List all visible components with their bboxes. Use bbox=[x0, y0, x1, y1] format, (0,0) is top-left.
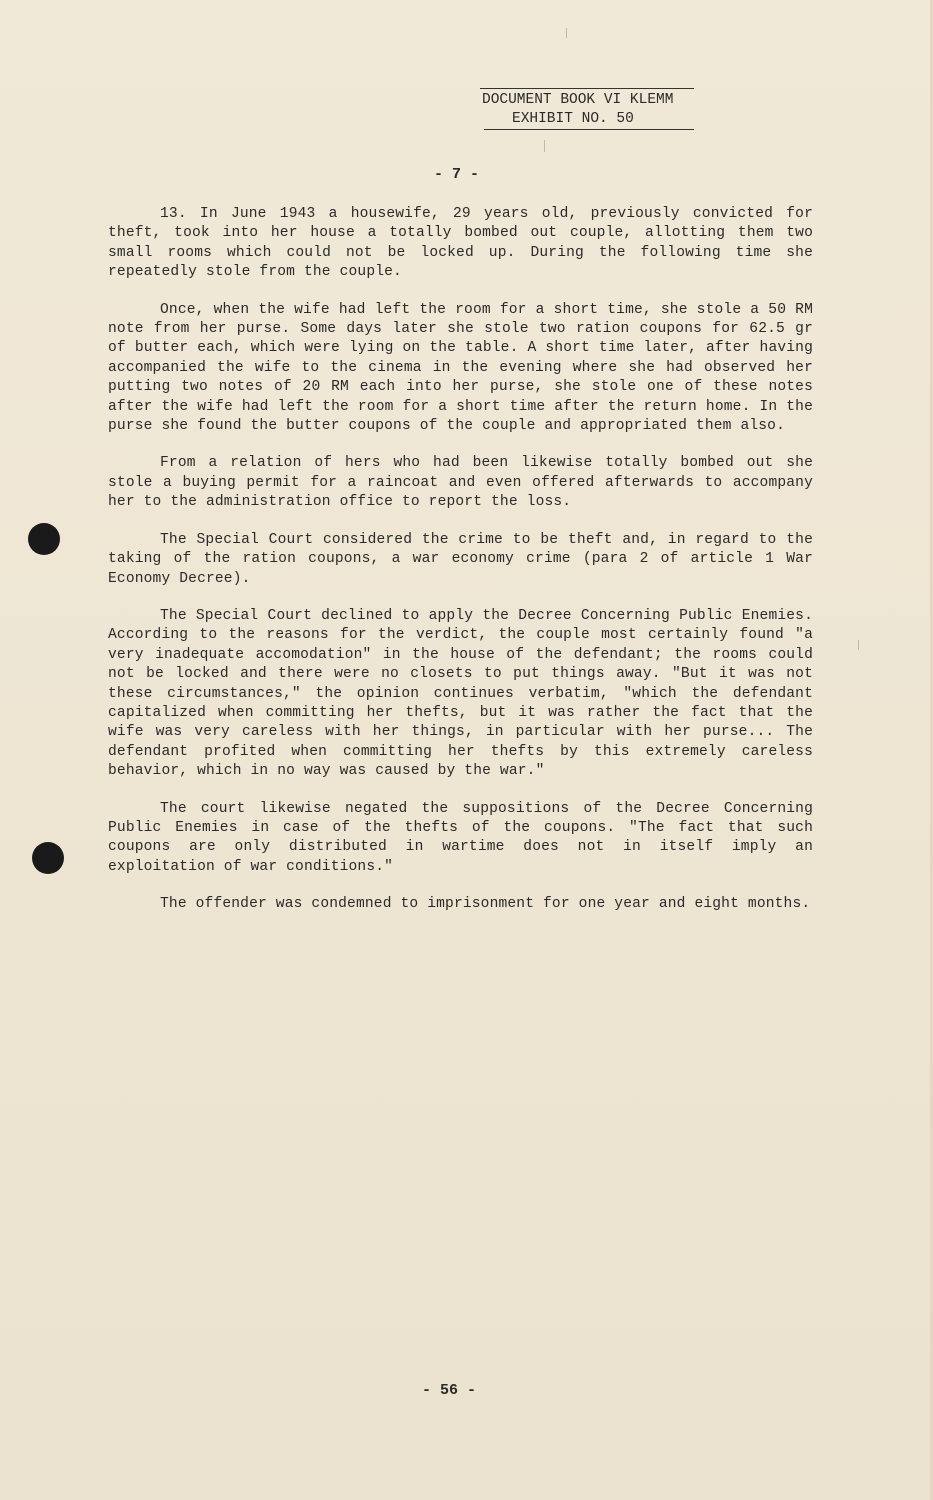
paragraph: Once, when the wife had left the room for a short time, she stole a 50 RM note from her purse. Some days later she stole two ration coupons for 62.5 gr of butter each, which were lying on the table. A short time later, after having accompanied the wife to the cinema in the evening where she had observed her putting two notes of 20 RM each into her purse, she stole one of these notes after the wife had left the room for a short time after the return home. In the purse she found the butter coupons of the couple and appropriated them also. bbox=[108, 301, 813, 435]
paragraph: The Special Court considered the crime to be theft and, in regard to the taking of the ration coupons, a war economy crime (para 2 of article 1 War Economy Decree). bbox=[108, 531, 813, 587]
page-number-bottom: - 56 - bbox=[422, 1382, 477, 1399]
paper-mark bbox=[858, 640, 859, 650]
document-body bbox=[108, 205, 813, 933]
document-header bbox=[478, 88, 700, 130]
paragraph: 13. In June 1943 a housewife, 29 years old, previously convicted for theft, took into her house a totally bombed out couple, allotting them two small rooms which could not be locked up. During the following time she repeatedly stole from the couple. bbox=[108, 206, 813, 281]
exhibit-number-label: EXHIBIT NO. 50 bbox=[484, 110, 694, 130]
paper-mark bbox=[566, 28, 567, 38]
paragraph: The Special Court declined to apply the Decree Concerning Public Enemies. According to the reasons for the verdict, the couple most certainly found "a very inadequate accomodation" in the house of the defendant; the rooms could not be locked and there were no closets to put things away. "But it was not these circumstances," the opinion continues verbatim, "which the defendant capitalized when committing her thefts, but it was rather the fact that the wife was very careless with her things, in particular with her purse... The defendant profited when committing her thefts by this extremely careless behavior, which in no way was caused by the war." bbox=[108, 607, 813, 780]
punch-hole bbox=[28, 523, 60, 555]
paper-mark bbox=[544, 140, 545, 152]
paragraph: From a relation of hers who had been likewise totally bombed out she stole a buying permit for a raincoat and even offered afterwards to accompany her to the administration office to report the loss. bbox=[108, 455, 813, 511]
document-book-label: DOCUMENT BOOK VI KLEMM bbox=[482, 92, 674, 108]
page-number-top: - 7 - bbox=[434, 166, 480, 183]
paragraph: The court likewise negated the suppositions of the Decree Concerning Public Enemies in case of the thefts of the coupons. "The fact that such coupons are only distributed in wartime does not in itself imply an exploitation of war conditions." bbox=[108, 800, 813, 875]
header-rule bbox=[480, 88, 694, 89]
punch-hole bbox=[32, 842, 64, 874]
paragraph: The offender was condemned to imprisonment for one year and eight months. bbox=[160, 896, 811, 913]
